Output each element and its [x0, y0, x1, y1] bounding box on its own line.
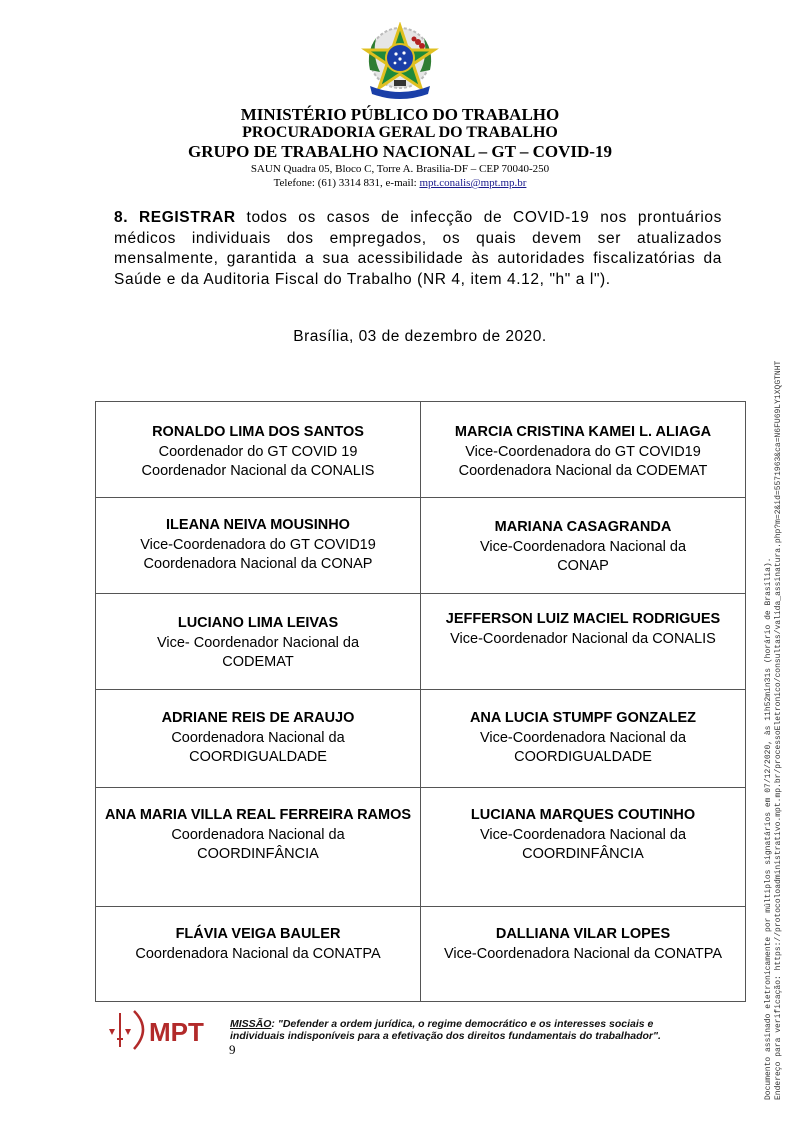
signatory-role: CODEMAT — [222, 654, 294, 670]
signatory-name: ANA MARIA VILLA REAL FERREIRA RAMOS — [104, 807, 412, 823]
signatory-cell — [96, 690, 421, 788]
signatory-role: Vice-Coordenadora Nacional da — [479, 729, 687, 746]
signatory-role: Vice-Coordenadora do GT COVID19 — [465, 443, 701, 460]
signatory-name: ADRIANE REIS DE ARAUJO — [161, 710, 355, 726]
signatory-role: COORDIGUALDADE — [189, 749, 327, 765]
signatory-cell — [421, 788, 746, 907]
letterhead — [0, 106, 800, 190]
signatory-role: Vice-Coordenadora Nacional da — [479, 538, 687, 555]
signatory-role: COORDINFÂNCIA — [522, 846, 644, 862]
table-row — [96, 498, 746, 594]
signatory-name: LUCIANO LIMA LEIVAS — [177, 615, 339, 631]
phone-text: Telefone: (61) 3314 831, e-mail: — [273, 177, 420, 189]
signatory-role: Vice-Coordenadora do GT COVID19 — [140, 536, 376, 553]
mission-statement — [230, 1018, 710, 1042]
signatory-name: ANA LUCIA STUMPF GONZALEZ — [469, 710, 697, 726]
signatory-role: Vice-Coordenadora Nacional da CONATPA — [443, 945, 723, 962]
signatory-name: ILEANA NEIVA MOUSINHO — [166, 517, 350, 533]
table-row — [96, 594, 746, 690]
signatory-name: LUCIANA MARQUES COUTINHO — [470, 807, 696, 823]
signatory-cell — [96, 498, 421, 594]
verification-url[interactable]: Endereço para verificação: https://protocoloadministrativo.mpt.mp.br/processoEletronico/consultas/valida_assinatura.php?m=2&id=5571963&ca=N6FU69LY1XQGTNHT — [774, 360, 783, 1100]
signatory-role: Coordenador Nacional da CONALIS — [141, 463, 375, 479]
signatory-role: Vice- Coordenador Nacional da — [156, 634, 360, 651]
signatory-cell — [421, 594, 746, 690]
signatory-cell — [421, 498, 746, 594]
signatory-name: JEFFERSON LUIZ MACIEL RODRIGUES — [445, 611, 721, 627]
email-link[interactable]: mpt.conalis@mpt.mp.br — [419, 177, 527, 189]
signatory-role: Coordenadora Nacional da CONAP — [143, 556, 373, 572]
svg-text:MPT: MPT — [149, 1017, 204, 1047]
electronic-signature-stamp — [764, 361, 784, 1100]
item-verb: REGISTRAR — [139, 209, 236, 226]
brazil-coat-of-arms-icon — [356, 22, 444, 102]
signatory-role: Coordenadora Nacional da CODEMAT — [458, 463, 708, 479]
signatory-cell — [421, 907, 746, 1002]
procuradoria-title: PROCURADORIA GERAL DO TRABALHO — [242, 124, 558, 141]
signatory-cell — [96, 788, 421, 907]
item-number: 8. — [114, 209, 129, 226]
signatory-role: Coordenadora Nacional da — [171, 729, 345, 746]
signatory-role: Coordenadora Nacional da — [171, 826, 345, 843]
table-row — [96, 907, 746, 1002]
signatory-name: MARIANA CASAGRANDA — [494, 519, 672, 535]
mission-label: MISSÃO — [230, 1018, 272, 1030]
signatory-role: Coordenadora Nacional da CONATPA — [135, 945, 381, 962]
table-row — [96, 788, 746, 907]
signatory-name: RONALDO LIMA DOS SANTOS — [152, 424, 364, 440]
signatory-role: COORDIGUALDADE — [514, 749, 652, 765]
signatory-name: MARCIA CRISTINA KAMEI L. ALIAGA — [454, 424, 712, 440]
signatory-role: Vice-Coordenador Nacional da CONALIS — [450, 630, 716, 647]
ministry-title: MINISTÉRIO PÚBLICO DO TRABALHO — [240, 105, 560, 124]
date-line: Brasília, 03 de dezembro de 2020. — [293, 328, 547, 345]
page-number: 9 — [229, 1042, 236, 1057]
item-8-paragraph — [114, 208, 722, 290]
signatories-table — [95, 401, 746, 1002]
signatory-cell — [421, 402, 746, 498]
table-row — [96, 402, 746, 498]
signatory-cell — [421, 690, 746, 788]
signatory-role: CONAP — [557, 558, 609, 574]
signatory-cell — [96, 594, 421, 690]
mission-text: : "Defender a ordem jurídica, o regime democrático e os interesses sociais e individuais indisponíveis para a efetivação dos direitos fundamentais do trabalhador". — [230, 1018, 661, 1042]
signatory-cell — [96, 402, 421, 498]
signatory-name: FLÁVIA VEIGA BAULER — [175, 926, 341, 942]
signature-stamp-line: Documento assinado eletronicamente por múltiplos signatários em 07/12/2020, às 11h52min31s (horário de Brasília). — [764, 557, 773, 1100]
item-text: todos os casos de infecção de COVID-19 nos prontuários médicos individuais dos empregados, os quais devem ser atualizados mensalmente, garantida a sua acessibilidade às autoridades fiscalizatórias da Saúde e da Auditoria Fiscal do Trabalho (NR 4, item 4.12, "h" a l"). — [114, 209, 722, 288]
contact-line — [0, 176, 800, 190]
signatory-role: Vice-Coordenadora Nacional da — [479, 826, 687, 843]
signatory-role: COORDINFÂNCIA — [197, 846, 319, 862]
table-row — [96, 690, 746, 788]
signatory-role: Coordenador do GT COVID 19 — [158, 443, 358, 460]
mpt-logo-icon — [104, 1009, 208, 1051]
signatory-cell — [96, 907, 421, 1002]
signatory-name: DALLIANA VILAR LOPES — [495, 926, 671, 942]
address: SAUN Quadra 05, Bloco C, Torre A. Brasilia-DF – CEP 70040-250 — [250, 163, 550, 175]
working-group-title: GRUPO DE TRABALHO NACIONAL – GT – COVID-19 — [188, 142, 612, 161]
